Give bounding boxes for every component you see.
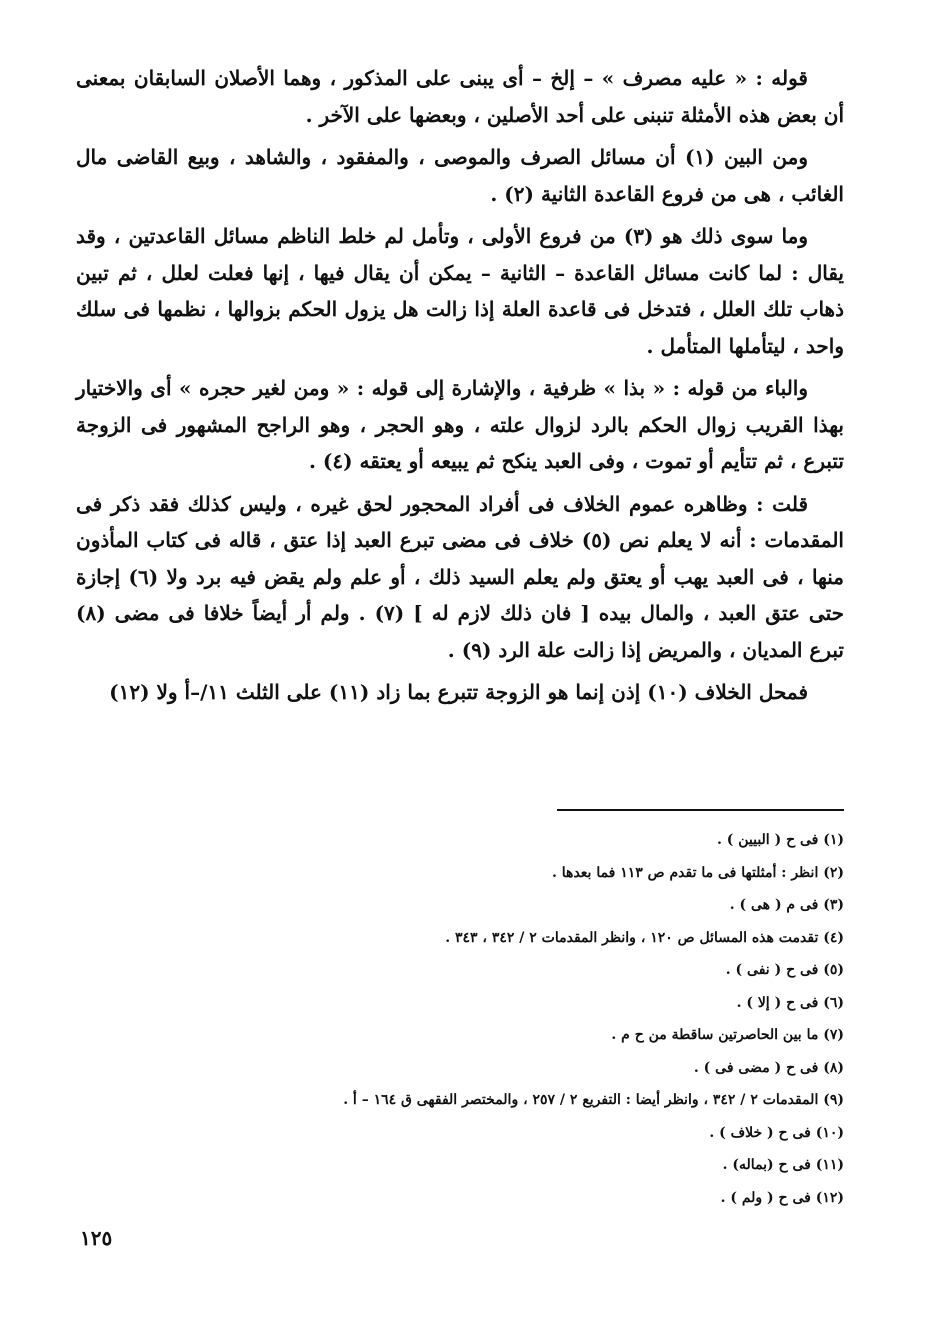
footnote-12: (١٢) فى ح ( ولم ) . bbox=[720, 1189, 844, 1206]
footnote-2: (٢) انظر : أمثلتها فى ما تقدم ص ١١٣ فما بعدها . bbox=[552, 864, 844, 881]
footnote-11: (١١) فى ح (بماله) . bbox=[722, 1157, 844, 1173]
paragraph-4: والباء من قوله : « بذا » ظرفية ، والإشارة إلى قوله : « ومن لغير حجره » أى والاختيار بهذا القريب زوال الحكم بالرد لزوال علته ، وهو الحجر ، وهو الراجح المشهور فى الزوجة تتبرع ، ثم تتأيم أو تموت ، وفى العبد ينكح ثم يبيعه أو يعتقه (٤) . bbox=[76, 376, 844, 473]
footnote-5: (٥) فى ح ( نفى ) . bbox=[725, 962, 844, 978]
footnote-9: (٩) المقدمات ٢ / ٣٤٢ ، وانظر أيضا : التفريع ٢ / ٢٥٧ ، والمختصر الفقهى ق ١٦٤ – أ . bbox=[343, 1092, 844, 1108]
footnote-6: (٦) فى ح ( إلا ) . bbox=[736, 994, 844, 1011]
paragraph-1: قوله : « عليه مصرف » – إلخ – أى يبنى على المذكور ، وهما الأصلان السابقان بمعنى أن بعض هذه الأمثلة تنبنى على أحد الأصلين ، وبعضها على الآخر . bbox=[76, 66, 844, 127]
footnote-8: (٨) فى ح ( مضى فى ) . bbox=[693, 1059, 844, 1076]
footnote-10: (١٠) فى ح ( خلاف ) . bbox=[709, 1124, 844, 1141]
footnote-7: (٧) ما بين الحاصرتين ساقطة من ح م . bbox=[611, 1027, 844, 1043]
paragraph-2: ومن البين (١) أن مسائل الصرف والموصى ، والمفقود ، والشاهد ، وبيع القاضى مال الغائب ، هى من فروع القاعدة الثانية (٢) . bbox=[76, 145, 844, 206]
paragraph-3: وما سوى ذلك هو (٣) من فروع الأولى ، وتأمل لم خلط الناظم مسائل القاعدتين ، وقد يقال : لما كانت مسائل القاعدة – الثانية – يمكن أن يقال فيها ، إنها فعلت لعلل ، ثم تبين ذهاب تلك العلل ، فتدخل فى قاعدة العلة إذا زالت هل يزول الحكم بزوالها ، نظمها فى سلك واحد ، ليتأملها المتأمل . bbox=[76, 224, 844, 358]
main-text bbox=[76, 60, 844, 717]
footnote-3: (٣) فى م ( هى ) . bbox=[729, 897, 844, 913]
footnote-1: (١) فى ح ( البيين ) . bbox=[716, 832, 844, 848]
page-number: ١٢٥ bbox=[80, 1226, 113, 1250]
paragraph-5: قلت : وظاهره عموم الخلاف فى أفراد المحجور لحق غيره ، وليس كذلك فقد ذكر فى المقدمات : أنه لا يعلم نص (٥) خلاف فى مضى تبرع العبد إذا عتق ، قاله فى كتاب المأذون منها ، فى العبد يهب أو يعتق ولم يعلم السيد ذلك ، أو علم ولم يقض فيه برد ولا (٦) إجازة حتى عتق العبد ، والمال بيده [ فان ذلك لازم له ] (٧) . ولم أر أيضاً خلافا فى مضى (٨) تبرع المديان ، والمريض إذا زالت علة الرد (٩) . bbox=[76, 491, 845, 662]
paragraph-6: فمحل الخلاف (١٠) إذن إنما هو الزوجة تتبرع بما زاد (١١) على الثلث ١١/–أ ولا (١٢) bbox=[109, 680, 808, 704]
footnote-separator bbox=[557, 809, 844, 811]
footnote-4: (٤) تقدمت هذه المسائل ص ١٢٠ ، وانظر المقدمات ٢ / ٣٤٢ ، ٣٤٣ . bbox=[445, 929, 844, 946]
footnotes bbox=[76, 824, 844, 1214]
